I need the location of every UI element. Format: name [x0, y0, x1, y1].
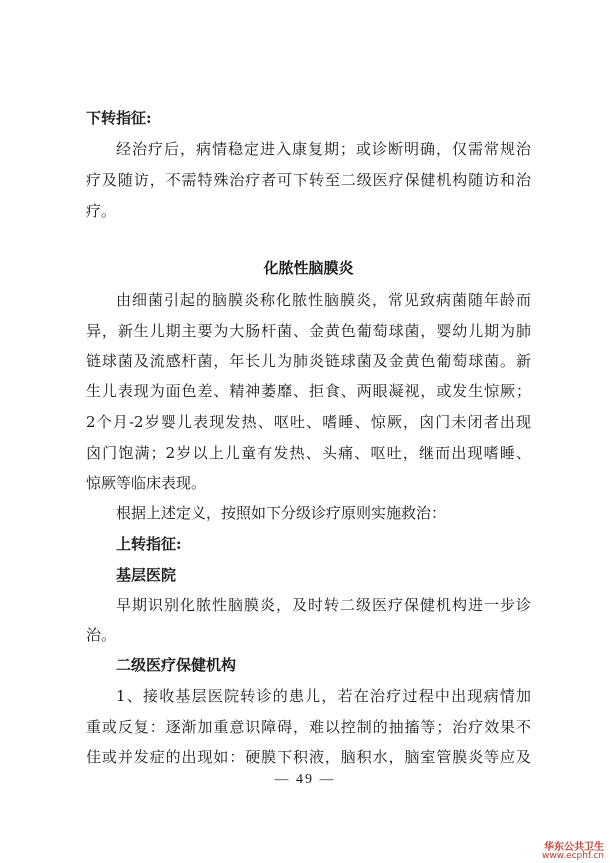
- subheading-primary-hospital: 基层医院: [116, 566, 177, 584]
- paragraph-line: 惊厥等临床表现。: [86, 474, 207, 492]
- paragraph-line: 早期识别化脓性脑膜炎，及时转二级医疗保健机构进一步诊: [116, 596, 531, 614]
- paragraph-line: 由细菌引起的脑膜炎称化脓性脑膜炎，常见致病菌随年龄而: [116, 291, 531, 309]
- paragraph-line: 囟门饱满；2岁以上儿童有发热、头痛、呕吐，继而出现嗜睡、: [86, 444, 531, 462]
- paragraph-line: 经治疗后，病情稳定进入康复期；或诊断明确，仅需常规治: [116, 140, 531, 158]
- paragraph-line: 链球菌及流感杆菌，年长儿为肺炎链球菌及金黄色葡萄球菌。新: [86, 352, 531, 370]
- paragraph-line: 生儿表现为面色差、精神萎靡、拒食、两眼凝视，或发生惊厥；: [86, 382, 531, 400]
- paragraph-line: 佳或并发症的出现如：硬膜下积液，脑积水，脑室管膜炎等应及: [86, 748, 531, 766]
- paragraph-line: 重或反复：逐渐加重意识障碍，难以控制的抽搐等；治疗效果不: [86, 718, 531, 736]
- disease-title: 化脓性脑膜炎: [263, 259, 354, 277]
- paragraph-line: 治。: [86, 626, 117, 644]
- paragraph-line: 2个月-2岁婴儿表现发热、呕吐、嗜睡、惊厥，囟门未闭者出现: [86, 413, 531, 431]
- page-number: — 49 —: [274, 772, 336, 787]
- watermark-title: 华东公共卫生: [544, 842, 604, 853]
- paragraph-line: 疗。: [86, 202, 117, 220]
- paragraph-line: 疗及随访，不需特殊治疗者可下转至二级医疗保健机构随访和治: [86, 171, 531, 189]
- principle-line: 根据上述定义，按照如下分级诊疗原则实施救治：: [116, 504, 447, 522]
- section-heading-down-referral: 下转指征:: [86, 109, 152, 127]
- paragraph-line: 异，新生儿期主要为大肠杆菌、金黄色葡萄球菌，婴幼儿期为肺: [86, 322, 531, 340]
- section-heading-up-referral: 上转指征:: [116, 535, 182, 553]
- subheading-secondary-institution: 二级医疗保健机构: [116, 656, 237, 674]
- paragraph-line: 1、接收基层医院转诊的患儿，若在治疗过程中出现病情加: [116, 687, 531, 705]
- watermark-url: www.ecphf.cn: [541, 851, 604, 861]
